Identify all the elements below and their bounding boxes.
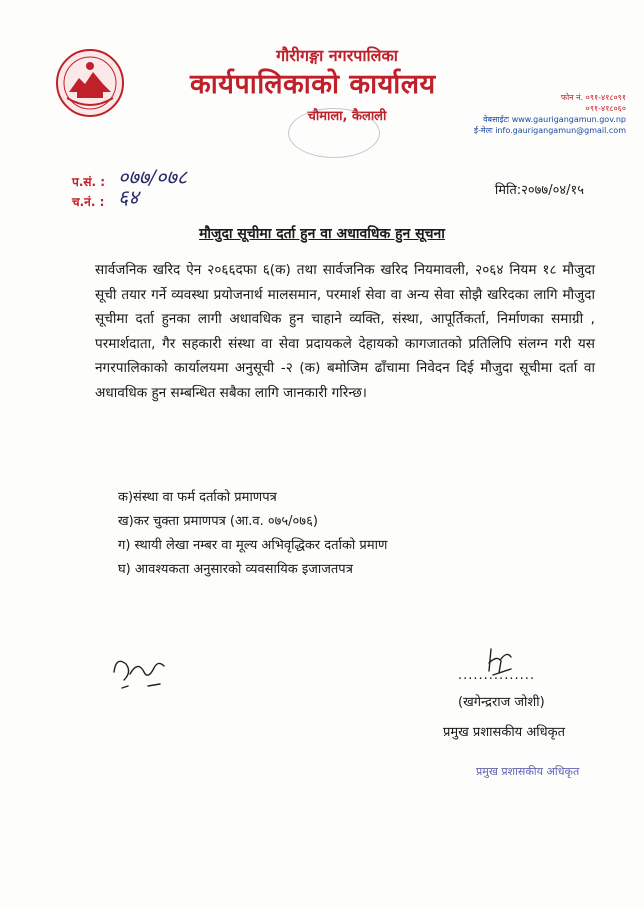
office-name: कार्यपालिकाको कार्यालय	[190, 69, 436, 100]
list-item: ग) स्थायी लेखा नम्बर वा मूल्य अभिवृद्धिकर दर्ताको प्रमाण	[118, 538, 388, 553]
list-item: ख)कर चुक्ता प्रमाणपत्र (आ.व. ०७५/०७६)	[118, 514, 318, 529]
ps-value: ०७७/०७८	[118, 165, 188, 189]
subject-text: मौजुदा सूचीमा दर्ता हुन वा अधावधिक हुन सूचना	[199, 226, 445, 242]
notice-body: सार्वजनिक खरिद ऐन २०६६दफा ६(क) तथा सार्वजनिक खरिद नियमावली, २०६४ नियम १८ मौजुदा सूची तयार गर्ने व्यवस्था प्रयोजनार्थ मालसमान, परमार्श सेवा वा अन्य सेवा सोझै खरिदका लागि मौजुदा सूचीमा दर्ता हुनका लागी अधावधिक हुन चाहाने व्यक्ति, संस्था, आपूर्तिकर्ता, निर्माणका समाग्री , परमार्शदाता, गैर सहकारी संस्था वा सेवा प्रदायकले देहायको कागजातको प्रतिलिपि संलग्न गरी यस नगरपालिकाको कार्यालयमा अनुसूची -२ (क) बमोजिम ढाँचामा निवेदन दिई मौजुदा सूचीमा दर्ता वा अधावधिक हुन सम्बन्धित सबैका लागि जानकारी गरिन्छ।	[95, 262, 595, 401]
ps-label: प.सं. :	[72, 175, 106, 189]
notice-subject	[0, 224, 644, 243]
required-documents-list	[118, 486, 387, 582]
office-stamp	[288, 108, 380, 158]
signature-line: ...............	[458, 668, 535, 683]
handwritten-signature-left	[108, 650, 178, 694]
list-item: क)संस्था वा फर्म दर्ताको प्रमाणपत्र	[118, 490, 277, 505]
contact-block	[474, 92, 626, 136]
cn-label: च.नं. :	[72, 195, 105, 209]
title-stamp: प्रमुख प्रशासकीय अधिकृत	[476, 765, 580, 778]
signer-name: (खगेन्द्रराज जोशी)	[458, 695, 545, 710]
office-address: चौमाला, कैलाली	[307, 109, 387, 124]
website-line: वेबसाईटः www.gaurigangamun.gov.np	[483, 115, 626, 124]
cn-value: ६४	[118, 185, 139, 209]
phone-line-1: फोन नं. ०९१-४१८०९१	[560, 93, 626, 102]
notice-date: मिति:२०७७/०४/१५	[494, 183, 584, 198]
list-item: घ) आवश्यकता अनुसारको व्यवसायिक इजाजतपत्र	[118, 562, 353, 577]
phone-line-2: ०९१-४१८०६०	[585, 104, 626, 113]
municipality-name: गौरीगङ्गा नगरपालिका	[276, 46, 398, 65]
signer-title: प्रमुख प्रशासकीय अधिकृत	[443, 725, 566, 740]
email-line: ई-मेलः info.gaurigangamun@gmail.com	[474, 126, 626, 135]
